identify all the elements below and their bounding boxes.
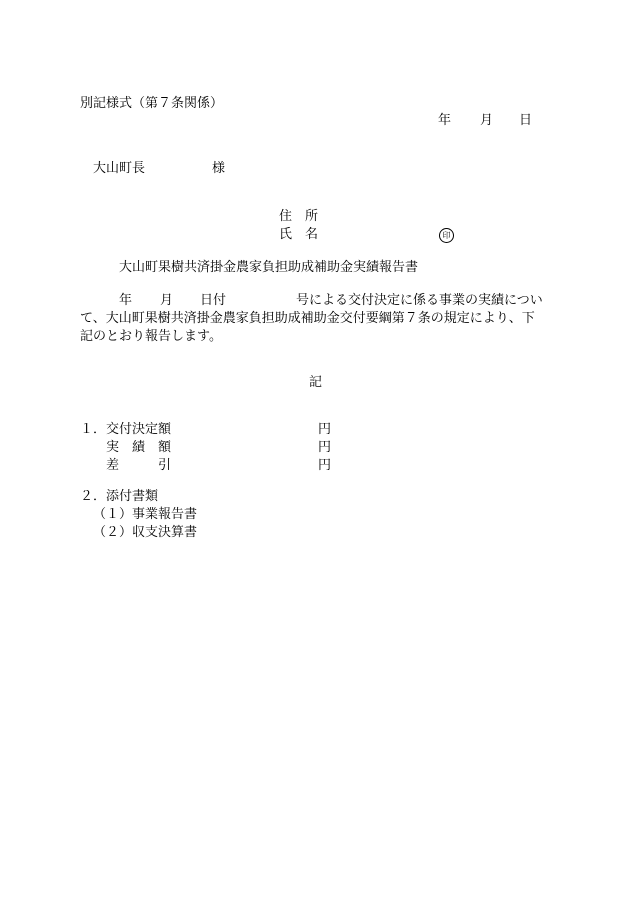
attachment-item: （２）収支決算書 bbox=[93, 525, 198, 540]
body-line2: て、大山町果樹共済掛金農家負担助成補助金交付要綱第７条の規定により、下 bbox=[80, 311, 535, 326]
body-dated: 日付 bbox=[200, 293, 227, 308]
body-line3: 記のとおり報告します。 bbox=[80, 329, 222, 344]
amount-unit-actual: 円 bbox=[318, 440, 332, 455]
date-day: 日 bbox=[519, 113, 533, 128]
section2-number: ２． bbox=[80, 489, 107, 504]
seal-icon: 印 bbox=[439, 228, 454, 243]
addressee-title: 大山町長 bbox=[93, 161, 146, 176]
amount-unit-decision: 円 bbox=[318, 422, 332, 437]
ki-heading: 記 bbox=[309, 375, 323, 390]
section1-number: １． bbox=[80, 422, 107, 437]
amount-unit-difference: 円 bbox=[318, 458, 332, 473]
seal-mark bbox=[439, 227, 454, 243]
name-label: 氏 名 bbox=[279, 227, 319, 242]
amount-label-actual: 実 績 額 bbox=[106, 440, 172, 455]
body-month: 月 bbox=[160, 293, 174, 308]
body-year: 年 bbox=[119, 293, 133, 308]
section2-title: 添付書類 bbox=[106, 489, 159, 504]
amount-label-difference: 差 引 bbox=[106, 458, 172, 473]
addressee-honorific: 様 bbox=[212, 161, 226, 176]
document-title: 大山町果樹共済掛金農家負担助成補助金実績報告書 bbox=[119, 260, 419, 275]
attachment-item: （１）事業報告書 bbox=[93, 507, 198, 522]
address-label: 住 所 bbox=[279, 209, 319, 224]
date-year: 年 bbox=[438, 113, 452, 128]
form-reference: 別記様式（第７条関係） bbox=[80, 96, 224, 111]
date-month: 月 bbox=[480, 113, 494, 128]
amount-label-decision: 交付決定額 bbox=[106, 422, 172, 437]
body-line1: 号による交付決定に係る事業の実績につい bbox=[296, 293, 543, 308]
